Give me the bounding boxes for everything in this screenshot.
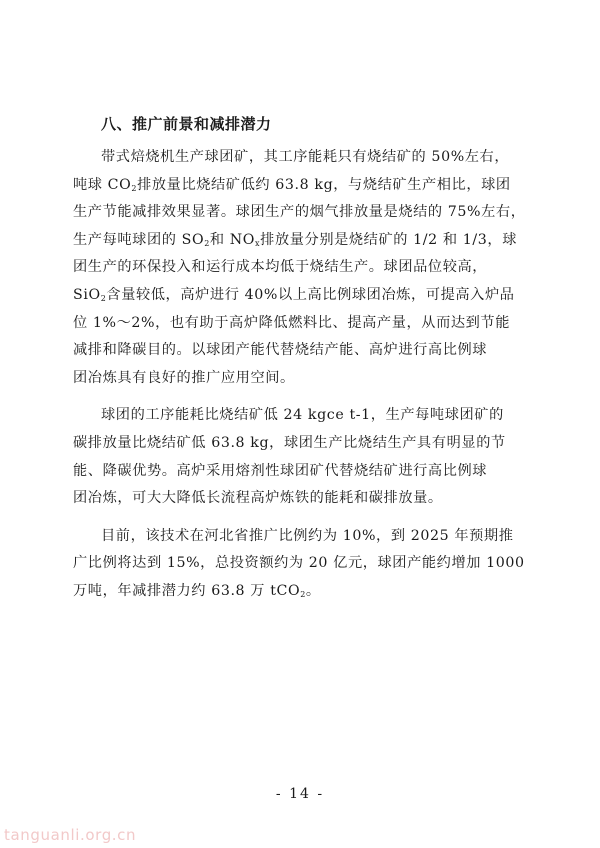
text-line: 广比例将达到 15%，总投资额约为 20 亿元，球团产能约增加 1000 xyxy=(73,555,525,572)
paragraph-gap xyxy=(73,392,533,402)
paragraph xyxy=(73,402,533,512)
page-number: - 14 - xyxy=(275,786,325,802)
text-line: 吨球 $CO_2$排放量比烧结矿低约 63.8 kg，与烧结矿生产相比，球团 xyxy=(73,176,511,193)
body-text xyxy=(73,144,533,606)
paragraph xyxy=(73,523,533,606)
subscript: 2 xyxy=(100,293,107,303)
text-line: 位 1%～2%，也有助于高炉降低燃料比、提高产量，从而达到节能 xyxy=(73,314,511,331)
section-heading: 八、推广前景和减排潜力 xyxy=(101,115,272,133)
text-line: SiO$_2$含量较低，高炉进行 40%以上高比例球团冶炼，可提高入炉品 xyxy=(73,286,515,303)
subscript: 2 xyxy=(204,238,210,248)
paragraph-gap xyxy=(73,513,533,523)
text-line: 团冶炼具有良好的推广应用空间。 xyxy=(73,369,295,386)
subscript: 2 xyxy=(131,183,138,193)
text-line: 碳排放量比烧结矿低 63.8 kg，球团生产比烧结生产具有明显的节 xyxy=(73,434,506,451)
subscript: 2 xyxy=(300,589,306,599)
text-line: 能、降碳优势。高炉采用熔剂性球团矿代替烧结矿进行高比例球 xyxy=(73,462,488,479)
paragraph xyxy=(73,144,533,392)
text-line: 生产节能减排效果显著。球团生产的烟气排放量是烧结的 75%左右， xyxy=(73,204,526,221)
text-line: 团生产的环保投入和运行成本均低于烧结生产。球团品位较高， xyxy=(73,259,488,276)
text-line: 万吨，年减排潜力约 63.8 万 tCO$_2$。 xyxy=(73,582,321,599)
watermark-text: tanguanli.org.cn xyxy=(4,826,137,844)
subscript: x xyxy=(255,238,261,248)
text-line: 团冶炼，可大大降低长流程高炉炼铁的能耗和碳排放量。 xyxy=(73,490,443,507)
text-line: 带式焙烧机生产球团矿，其工序能耗只有烧结矿的 50%左右， xyxy=(101,149,510,165)
text-line: 生产每吨球团的 $SO_2$和 $NO_x$排放量分别是烧结矿的 1/2 和 1/3，球 xyxy=(73,231,518,248)
text-line: 目前，该技术在河北省推广比例约为 10%，到 2025 年预期推 xyxy=(101,527,514,544)
text-line: 减排和降碳目的。以球团产能代替烧结产能、高炉进行高比例球 xyxy=(73,342,488,359)
text-line: 球团的工序能耗比烧结矿低 24 kgce t-1，生产每吨球团矿的 xyxy=(101,407,504,424)
